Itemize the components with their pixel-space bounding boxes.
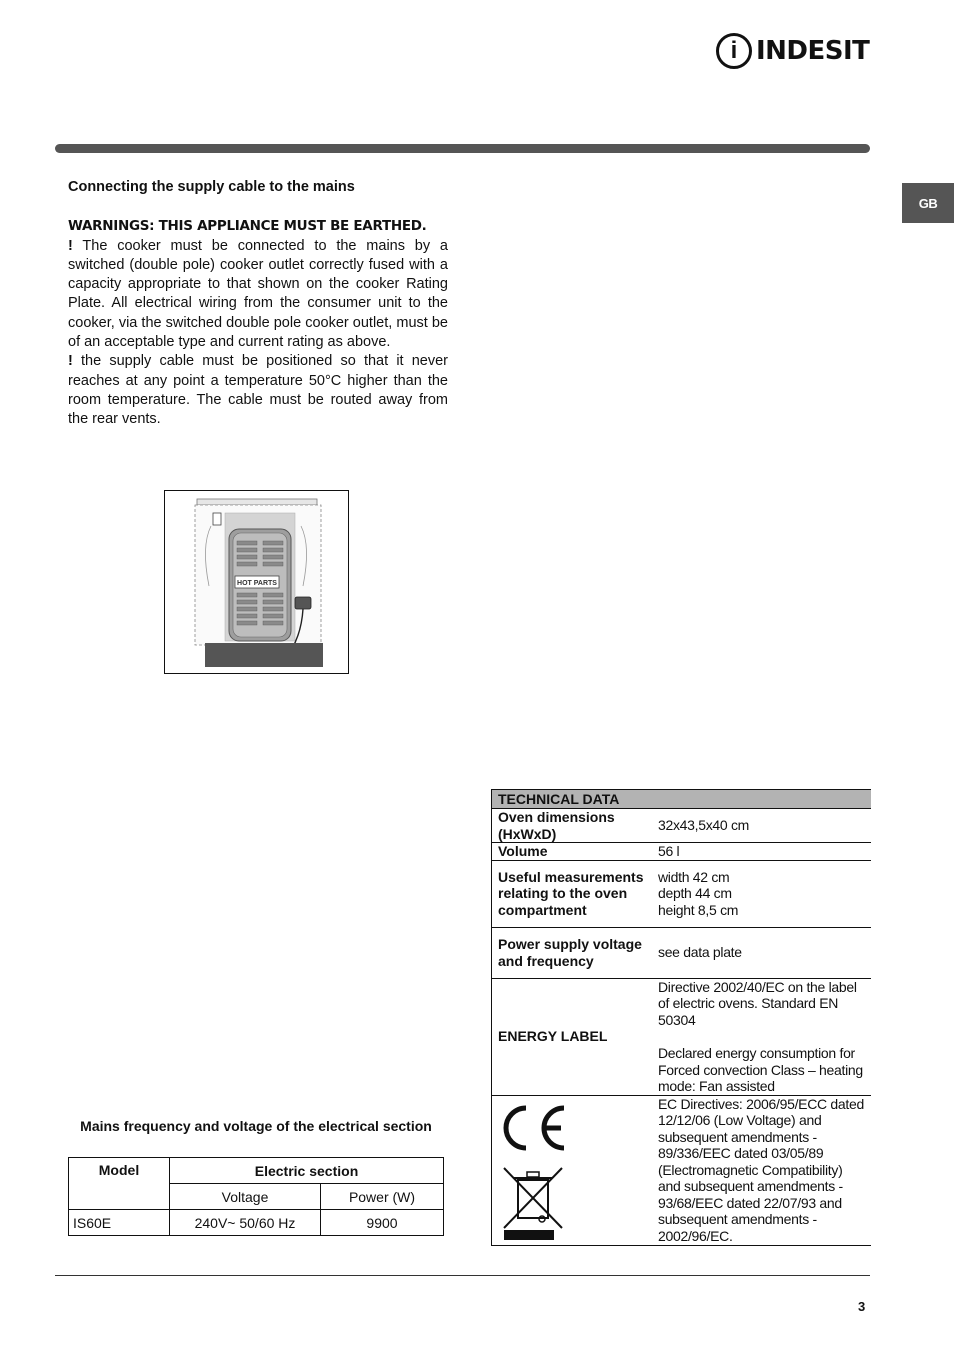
row-label: Volume — [492, 843, 653, 861]
technical-data-title: TECHNICAL DATA — [492, 790, 872, 809]
energy-consumption: Declared energy consumption for Forced convection Class – heating mode: Fan assisted — [658, 1045, 863, 1094]
row-value: see data plate — [652, 927, 871, 978]
ce-weee-icons — [498, 1102, 568, 1242]
indesit-logo — [716, 30, 869, 72]
table-row — [492, 790, 872, 809]
table-row — [492, 1095, 872, 1246]
row-value: width 42 cm depth 44 cm height 8,5 cm — [652, 860, 871, 927]
table-row — [69, 1158, 444, 1184]
row-label: Oven dimensions (HxWxD) — [492, 809, 653, 843]
ec-directives: EC Directives: 2006/95/ECC dated 12/12/06 (Low Voltage) and subsequent amendments - 89/336/EEC dated 03/05/89 (Electromagnetic Compatibility) and subsequent amendments - 93/68/EEC dated 22/07/93 and subsequent amendments - 2002/96/EC. — [652, 1095, 871, 1246]
ce-mark-icon — [506, 1108, 564, 1148]
logo-mark: i — [716, 33, 752, 69]
mains-table-caption: Mains frequency and voltage of the electrical section — [80, 1118, 432, 1134]
language-tab: GB — [902, 183, 954, 223]
table-row — [492, 927, 872, 978]
logo-word: INDESIT — [756, 36, 870, 66]
row-label: ENERGY LABEL — [492, 978, 653, 1095]
warning-mark: ! — [68, 353, 73, 370]
technical-data-table — [491, 789, 871, 1246]
row-value: 56 l — [652, 843, 871, 861]
voltage-cell: 240V~ 50/60 Hz — [170, 1210, 321, 1236]
col-section-header: Electric section — [170, 1158, 444, 1184]
weee-bin-icon — [504, 1168, 562, 1240]
col-power-header: Power (W) — [321, 1184, 444, 1210]
cooker-rear-drawing — [165, 491, 348, 673]
table-row — [492, 978, 872, 1095]
paragraph-2 — [68, 352, 448, 429]
warning-mark: ! — [68, 237, 73, 254]
row-label: Useful measurements relating to the oven compartment — [492, 860, 653, 927]
mains-table — [68, 1157, 444, 1236]
energy-directive: Directive 2002/40/EC on the label of electric ovens. Standard EN 50304 — [658, 978, 857, 1028]
col-voltage-header: Voltage — [170, 1184, 321, 1210]
row-label: Power supply voltage and frequency — [492, 927, 653, 978]
hot-parts-label: HOT PARTS — [237, 580, 277, 587]
paragraph-1-text: The cooker must be connected to the mains by a switched (double pole) cooker outlet correctly fused with a capacity appropriate to that shown on the cooker Rating Plate. All electrical wiring from the consumer unit to the cooker, via the switched double pole cooker outlet, must be of an acceptable type and current rating as above. — [68, 237, 448, 351]
page-number: 3 — [858, 1299, 866, 1314]
paragraph-2-text: the supply cable must be positioned so that it never reaches at any point a temperature 50°C higher than the room temperature. The cable must be routed away from the rear vents. — [68, 353, 449, 428]
model-cell: IS60E — [69, 1210, 170, 1236]
table-row — [492, 843, 872, 861]
section-heading: Connecting the supply cable to the mains — [68, 179, 355, 195]
table-row — [492, 809, 872, 843]
row-value — [652, 978, 871, 1095]
row-value: 32x43,5x40 cm — [652, 809, 871, 843]
paragraph-1 — [68, 237, 448, 353]
cooker-rear-illustration — [164, 490, 349, 674]
table-row — [492, 860, 872, 927]
power-cell: 9900 — [321, 1210, 444, 1236]
footer-rule — [55, 1275, 870, 1276]
certification-marks — [492, 1095, 653, 1246]
col-model-header: Model — [69, 1158, 170, 1210]
table-row — [69, 1210, 444, 1236]
earthing-warning: WARNINGS: THIS APPLIANCE MUST BE EARTHED. — [68, 218, 427, 235]
header-rule — [55, 144, 870, 153]
connection-section — [68, 178, 448, 430]
